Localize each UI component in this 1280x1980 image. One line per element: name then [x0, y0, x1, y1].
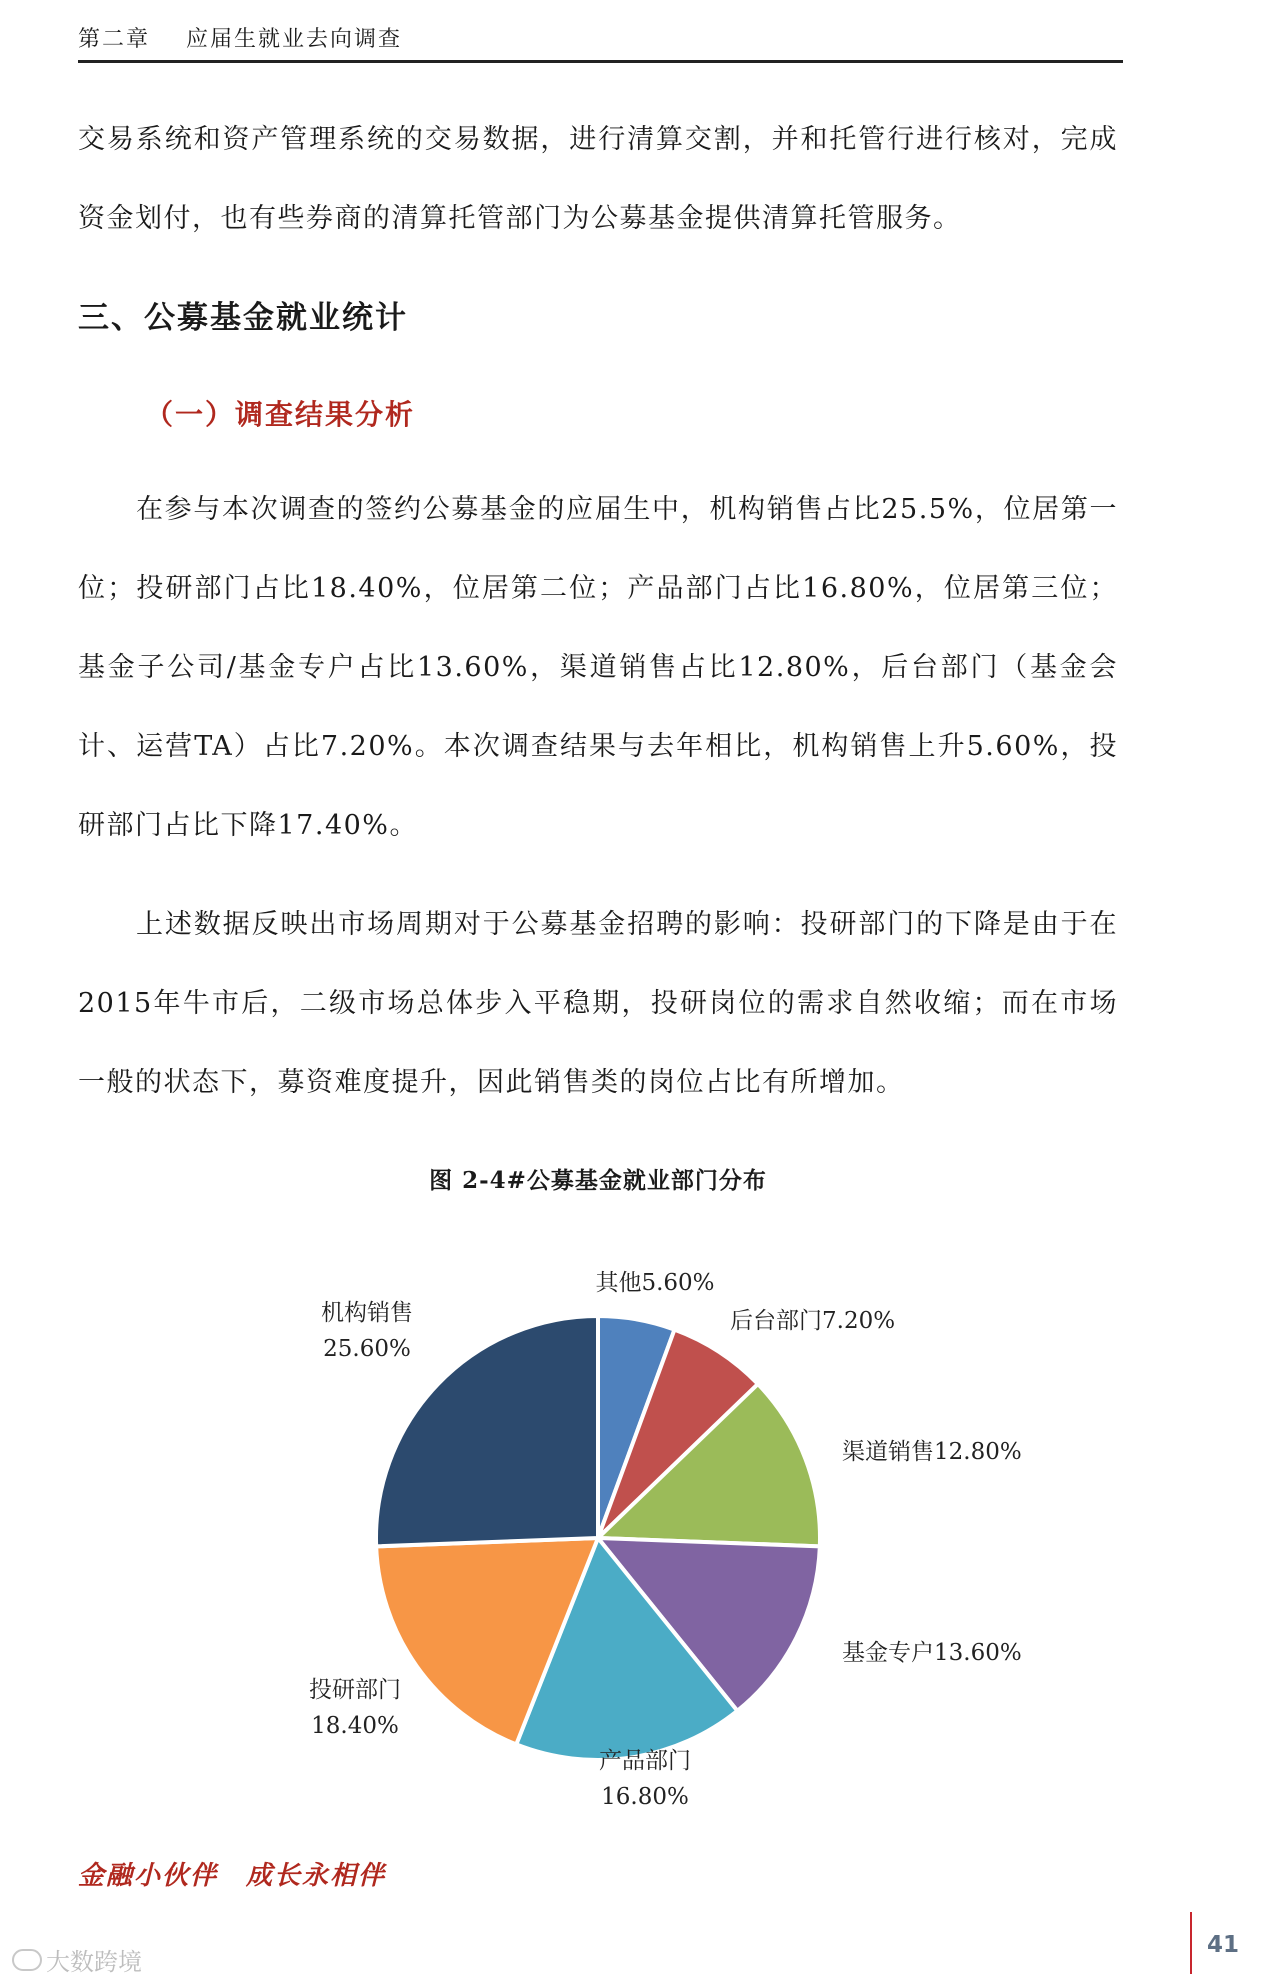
pie-slices [376, 1316, 820, 1760]
pie-label-4: 基金专户13.60% [842, 1640, 1022, 1666]
watermark-logo-icon [12, 1949, 42, 1971]
pie-label-5: 产品部门 16.80% [599, 1748, 691, 1810]
sub-heading: （一）调查结果分析 [145, 398, 416, 431]
body-paragraph-3: 上述数据反映出市场周期对于公募基金招聘的影响：投研部门的下降是由于在2015年牛市后，二级市场总体步入平稳期，投研岗位的需求自然收缩；而在市场一般的状态下，募资难度提升，因此销售类的岗位占比有所增加。 [78, 909, 1118, 1098]
page-number: 41 [1207, 1932, 1240, 1958]
footer-slogan: 金融小伙伴 成长永相伴 [78, 1861, 387, 1891]
body-paragraph-2: 在参与本次调查的签约公募基金的应届生中，机构销售占比25.5%，位居第一位；投研部门占比18.40%，位居第二位；产品部门占比16.80%，位居第三位；基金子公司/基金专户占比13.60%，渠道销售占比12.80%，后台部门（基金会计、运营TA）占比7.20%。本次调查结果与去年相比，机构销售上升5.60%，投研部门占比下降17.40%。 [78, 494, 1118, 841]
figure-title: 图 2-4#公募基金就业部门分布 [429, 1167, 767, 1194]
body-paragraph-1: 交易系统和资产管理系统的交易数据，进行清算交割，并和托管行进行核对，完成资金划付，也有些券商的清算托管部门为公募基金提供清算托管服务。 [78, 124, 1118, 234]
pie-label-2: 后台部门7.20% [730, 1308, 896, 1334]
pie-label-3: 渠道销售12.80% [842, 1439, 1022, 1465]
chapter-label: 第二章 [78, 27, 151, 52]
chapter-title: 应届生就业去向调查 [186, 27, 403, 52]
watermark-text: 大数跨境 [46, 1948, 142, 1976]
pie-label-6: 投研部门 18.40% [309, 1677, 401, 1739]
pie-label-1: 其他5.60% [595, 1270, 715, 1296]
watermark [12, 1942, 142, 1977]
pie-label-7: 机构销售 25.60% [321, 1300, 413, 1362]
section-heading: 三、公募基金就业统计 [78, 300, 408, 336]
